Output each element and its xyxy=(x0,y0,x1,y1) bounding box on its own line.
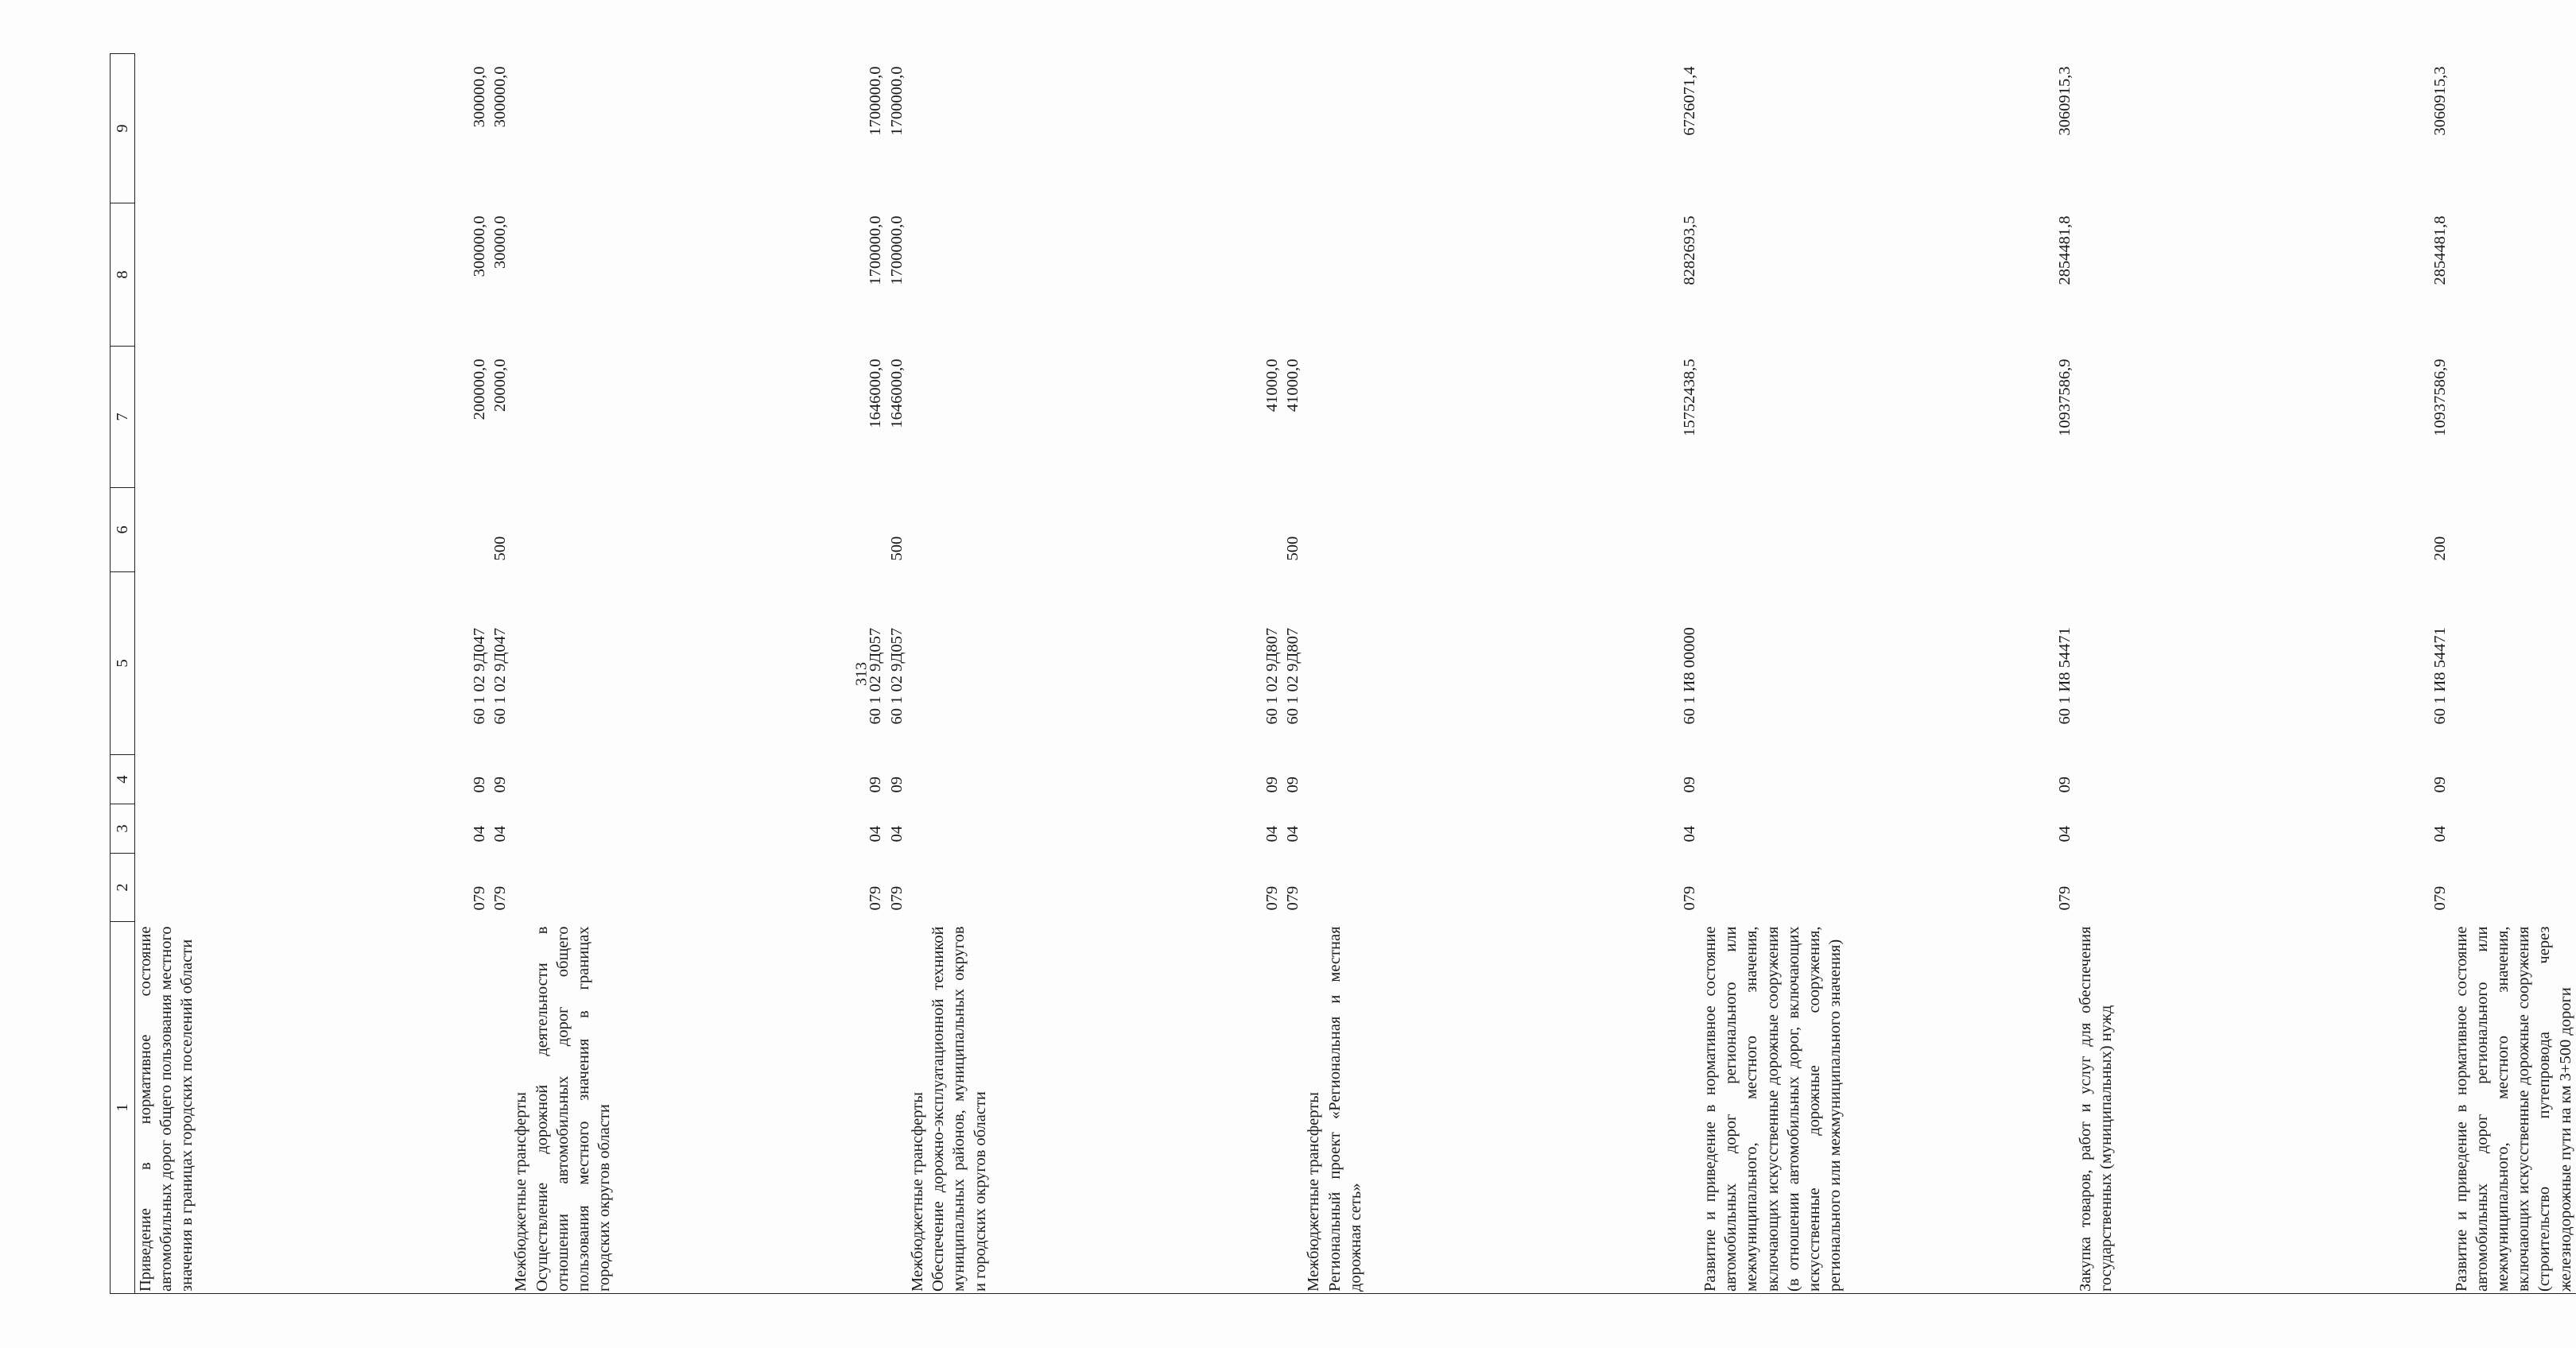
row-description: Межбюджетные трансферты xyxy=(1305,1092,1323,1292)
cell-c8 xyxy=(2451,203,2576,347)
cell-c4: 09 09 xyxy=(867,777,906,793)
cell-c6: 500 xyxy=(1284,536,1302,561)
budget-table xyxy=(110,53,2576,1294)
cell-c2: 079 079 xyxy=(470,885,510,911)
page-number: 313 xyxy=(852,662,871,686)
cell-c9: 6726071,4 xyxy=(1680,66,1698,136)
cell-c6 xyxy=(2451,488,2576,572)
table-row xyxy=(1325,54,1700,1294)
cell-c7 xyxy=(2451,347,2576,488)
table-row xyxy=(510,54,531,1294)
cell-c6 xyxy=(510,488,531,572)
cell-c9: 300000,0 300000,0 xyxy=(470,66,510,128)
cell-c2 xyxy=(1303,854,1324,922)
cell-c3: 04 xyxy=(1680,826,1698,842)
cell-c6: 200 xyxy=(2431,536,2450,561)
table-row xyxy=(135,54,511,1294)
cell-c8: 2854481,8 xyxy=(2055,215,2074,285)
cell-c2: 079 079 xyxy=(867,885,906,911)
cell-c7: 200000,0 20000,0 xyxy=(470,358,510,420)
column-header: 3 xyxy=(111,804,135,854)
cell-c8: 8282693,5 xyxy=(1680,215,1698,285)
table-row xyxy=(907,54,928,1294)
cell-c8 xyxy=(907,203,928,347)
cell-c5 xyxy=(2451,572,2576,755)
row-description: Закупка товаров, работ и услуг для обеспечения государственных (муниципальных) нужд xyxy=(2077,926,2116,1292)
cell-c9 xyxy=(907,54,928,203)
cell-c6: 500 xyxy=(887,536,906,561)
cell-c4 xyxy=(510,755,531,804)
cell-c9 xyxy=(2451,54,2576,203)
cell-c5: 60 1 02 9Д057 60 1 02 9Д057 xyxy=(867,627,906,725)
cell-c3 xyxy=(510,804,531,854)
row-description: Межбюджетные трансферты xyxy=(512,1092,530,1292)
row-description: Развитие и приведение в нормативное состояние автомобильных дорог регионального или межмуниципального, местного значения, включающих искусственные дорожные сооружения (в отношении автомобильных дорог, включающих искусственные дорожные сооружения, регионального или межмуниципального значения) xyxy=(1701,926,1845,1292)
cell-c7: 10937586,9 xyxy=(2431,358,2450,436)
cell-c3 xyxy=(2451,804,2576,854)
cell-c2: 079 xyxy=(1680,885,1698,911)
cell-c5: 60 1 И8 54471 xyxy=(2055,627,2074,725)
cell-c9 xyxy=(1303,54,1324,203)
column-header: 4 xyxy=(111,755,135,804)
cell-c3 xyxy=(1303,804,1324,854)
cell-c9: 3060915,3 xyxy=(2055,66,2074,136)
cell-c8: 2854481,8 xyxy=(2431,215,2450,285)
column-header: 7 xyxy=(111,347,135,488)
cell-c4 xyxy=(2451,755,2576,804)
cell-c7: 41000,0 41000,0 xyxy=(1263,358,1302,413)
column-header: 1 xyxy=(111,922,135,1294)
cell-c7 xyxy=(907,347,928,488)
cell-c5: 60 1 И8 00000 xyxy=(1680,627,1698,725)
cell-c5 xyxy=(510,572,531,755)
cell-c8 xyxy=(510,203,531,347)
column-header: 6 xyxy=(111,488,135,572)
cell-c3: 04 xyxy=(2431,826,2450,842)
table-row xyxy=(2075,54,2450,1294)
cell-c2: 079 079 xyxy=(1263,885,1302,911)
column-header: 5 xyxy=(111,572,135,755)
cell-c3: 04 04 xyxy=(1263,826,1302,842)
cell-c3 xyxy=(907,804,928,854)
cell-c2: 079 xyxy=(2055,885,2074,911)
cell-c5: 60 1 И8 54471 xyxy=(2431,627,2450,725)
cell-c6 xyxy=(1700,488,2075,572)
header-row xyxy=(111,54,135,1294)
cell-c5: 60 1 02 9Д047 60 1 02 9Д047 xyxy=(470,627,510,725)
cell-c4 xyxy=(907,755,928,804)
cell-c7: 15752438,5 xyxy=(1680,358,1698,436)
row-description: Приведение в нормативное состояние автомобильных дорог общего пользования местного значения в границах городских поселений области xyxy=(137,926,196,1292)
cell-c7 xyxy=(1303,347,1324,488)
cell-c4 xyxy=(1303,755,1324,804)
cell-c9 xyxy=(928,54,1303,203)
cell-c2 xyxy=(2451,854,2576,922)
cell-c3: 04 xyxy=(2055,826,2074,842)
cell-c6 xyxy=(1325,488,1700,572)
cell-c6: 500 xyxy=(491,536,510,561)
cell-c8: 300000,0 30000,0 xyxy=(470,215,510,277)
table-row xyxy=(2451,54,2576,1294)
cell-c2: 079 xyxy=(2431,885,2450,911)
cell-c2 xyxy=(510,854,531,922)
table-row xyxy=(1700,54,2075,1294)
cell-c4: 09 xyxy=(2055,777,2074,793)
row-description: Региональный проект «Региональная и местная дорожная сеть» xyxy=(1325,926,1364,1292)
cell-c8: 1700000,0 1700000,0 xyxy=(867,215,906,285)
cell-c2 xyxy=(907,854,928,922)
cell-c4: 09 09 xyxy=(470,777,510,793)
cell-c4: 09 09 xyxy=(1263,777,1302,793)
column-header: 9 xyxy=(111,54,135,203)
cell-c7: 1646000,0 1646000,0 xyxy=(867,358,906,428)
cell-c6 xyxy=(1303,488,1324,572)
cell-c5 xyxy=(1303,572,1324,755)
rotated-page xyxy=(110,54,2574,1294)
cell-c8 xyxy=(1303,203,1324,347)
row-description: Развитие и приведение в нормативное состояние автомобильных дорог регионального или межмуниципального, местного значения, включающих искусственные дорожные сооружения (строительство путепровода через железнодорожные пути на км 3+500 дороги xyxy=(2452,926,2574,1292)
cell-c3: 04 04 xyxy=(470,826,510,842)
table-row xyxy=(928,54,1303,1294)
cell-c4: 09 xyxy=(1680,777,1698,793)
cell-c4: 09 xyxy=(2431,777,2450,793)
cell-c6 xyxy=(907,488,928,572)
cell-c9 xyxy=(510,54,531,203)
table-row xyxy=(1303,54,1324,1294)
cell-c3: 04 04 xyxy=(867,826,906,842)
cell-c9: 3060915,3 xyxy=(2431,66,2450,136)
table-row xyxy=(532,54,907,1294)
row-description: Осуществление дорожной деятельности в отношении автомобильных дорог общего пользования местного значения в границах городских округов области xyxy=(533,926,614,1292)
cell-c7 xyxy=(510,347,531,488)
row-description: Обеспечение дорожно-эксплуатационной техникой муниципальных районов, муниципальных округов и городских округов области xyxy=(929,926,989,1292)
cell-c5 xyxy=(907,572,928,755)
column-header: 8 xyxy=(111,203,135,347)
row-description: Межбюджетные трансферты xyxy=(908,1092,926,1292)
column-header: 2 xyxy=(111,854,135,922)
cell-c7: 10937586,9 xyxy=(2055,358,2074,436)
cell-c9: 1700000,0 1700000,0 xyxy=(867,66,906,136)
cell-c8 xyxy=(928,203,1303,347)
cell-c5: 60 1 02 9Д807 60 1 02 9Д807 xyxy=(1263,627,1302,725)
